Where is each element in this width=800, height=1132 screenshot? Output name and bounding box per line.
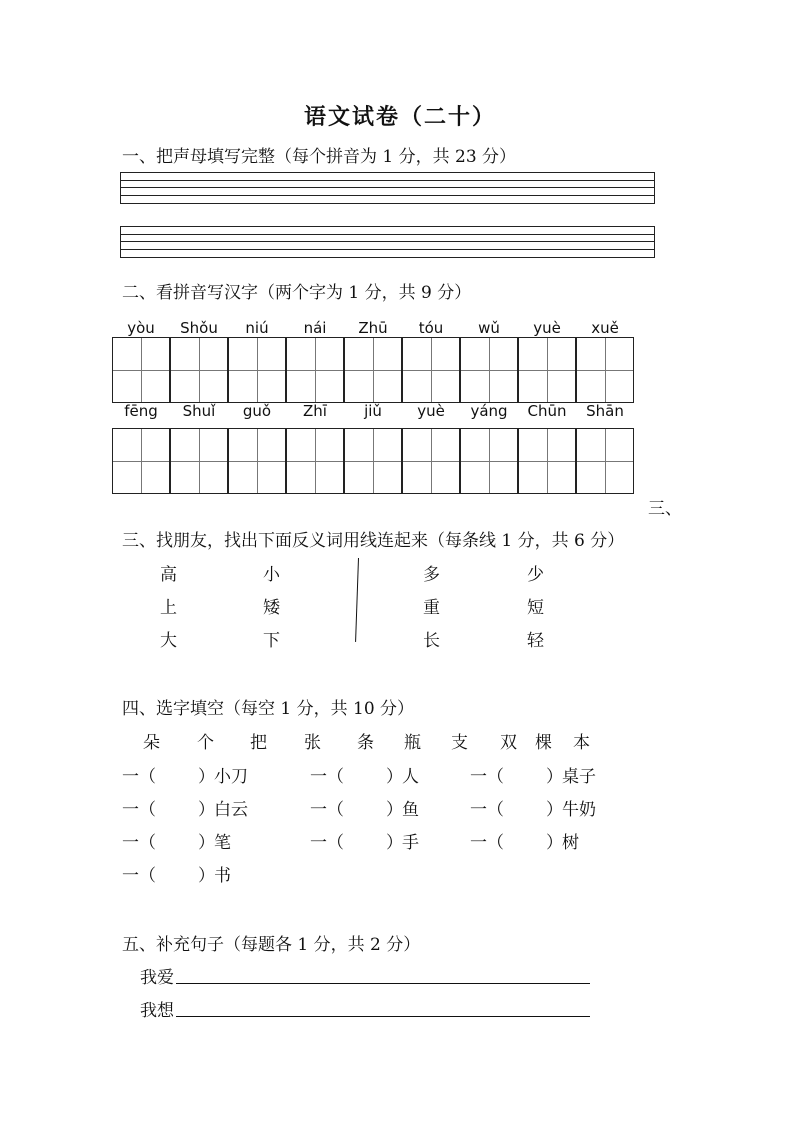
blank-close: ） (546, 833, 563, 853)
blank-object: 手 (402, 833, 419, 853)
word-right: 轻 (527, 631, 544, 651)
writing-staff-2[interactable] (120, 226, 655, 258)
word-left: 下 (263, 631, 280, 651)
section5-heading: 五、补充句子（每题各 1 分，共 2 分） (122, 935, 421, 955)
writing-staff-1[interactable] (120, 172, 655, 204)
pinyin-label: wǔ (478, 319, 500, 337)
word-right: 少 (527, 565, 544, 585)
section1-heading: 一、把声母填写完整（每个拼音为 1 分，共 23 分） (122, 147, 517, 167)
choice-char: 张 (304, 733, 321, 753)
blank-open: 一（ (122, 866, 156, 886)
blank-close: ） (198, 767, 215, 787)
section3-heading: 三、找朋友，找出下面反义词用线连起来（每条线 1 分，共 6 分） (122, 531, 625, 551)
pinyin-label: Zhī (303, 402, 327, 420)
word-right: 重 (423, 598, 440, 618)
blank-object: 鱼 (402, 800, 419, 820)
fill-blank[interactable] (160, 795, 194, 817)
writing-cell[interactable] (402, 337, 460, 403)
blank-close: ） (546, 767, 563, 787)
choice-char: 瓶 (404, 733, 421, 753)
choice-char: 条 (357, 733, 374, 753)
page-title: 语文试卷（二十） (303, 104, 496, 130)
stray-section-number: 三、 (648, 499, 682, 519)
pinyin-label: Zhū (358, 319, 388, 337)
choice-char: 支 (451, 733, 468, 753)
fill-blank[interactable] (508, 762, 542, 784)
choice-char: 个 (197, 733, 214, 753)
writing-cell[interactable] (112, 428, 170, 494)
blank-close: ） (198, 833, 215, 853)
writing-cell[interactable] (402, 428, 460, 494)
sentence-prompt: 我想 (140, 1001, 174, 1021)
word-right: 短 (527, 598, 544, 618)
writing-cell[interactable] (460, 337, 518, 403)
divider-line (355, 558, 359, 642)
pinyin-row-2 (112, 402, 636, 424)
word-left: 高 (160, 565, 177, 585)
fill-blank[interactable] (160, 861, 194, 883)
blank-open: 一（ (122, 800, 156, 820)
blank-object: 书 (214, 866, 231, 886)
blank-close: ） (386, 833, 403, 853)
fill-blank[interactable] (508, 795, 542, 817)
tianzige-row-1 (112, 337, 636, 403)
pinyin-label: yòu (127, 319, 155, 337)
fill-blank[interactable] (348, 828, 382, 850)
fill-blank[interactable] (348, 795, 382, 817)
tianzige-row-2 (112, 428, 636, 494)
blank-close: ） (386, 767, 403, 787)
choice-char: 棵 (535, 733, 552, 753)
pinyin-label: tóu (418, 319, 444, 337)
choice-char: 朵 (143, 733, 160, 753)
writing-cell[interactable] (170, 337, 228, 403)
blank-object: 小刀 (214, 767, 248, 787)
word-left: 大 (160, 631, 177, 651)
blank-open: 一（ (310, 833, 344, 853)
pinyin-label: yuè (417, 402, 445, 420)
blank-close: ） (546, 800, 563, 820)
writing-cell[interactable] (576, 428, 634, 494)
writing-cell[interactable] (576, 337, 634, 403)
section2-heading: 二、看拼音写汉字（两个字为 1 分，共 9 分） (122, 283, 472, 303)
word-left: 矮 (263, 598, 280, 618)
writing-cell[interactable] (286, 337, 344, 403)
writing-cell[interactable] (112, 337, 170, 403)
blank-open: 一（ (470, 833, 504, 853)
choice-char: 双 (500, 733, 517, 753)
writing-cell[interactable] (170, 428, 228, 494)
choice-char: 把 (250, 733, 267, 753)
blank-object: 树 (562, 833, 579, 853)
blank-object: 牛奶 (562, 800, 596, 820)
choice-char: 本 (573, 733, 590, 753)
pinyin-label: jiǔ (364, 402, 382, 420)
blank-open: 一（ (310, 800, 344, 820)
writing-cell[interactable] (518, 337, 576, 403)
blank-open: 一（ (470, 800, 504, 820)
word-right: 长 (423, 631, 440, 651)
blank-close: ） (198, 800, 215, 820)
answer-line-1[interactable] (176, 960, 590, 984)
blank-open: 一（ (310, 767, 344, 787)
section4-heading: 四、选字填空（每空 1 分，共 10 分） (122, 699, 415, 719)
answer-line-2[interactable] (176, 993, 590, 1017)
blank-close: ） (386, 800, 403, 820)
pinyin-label: Chūn (527, 402, 567, 420)
writing-cell[interactable] (228, 337, 286, 403)
pinyin-label: xuě (591, 319, 619, 337)
word-left: 上 (160, 598, 177, 618)
fill-blank[interactable] (160, 762, 194, 784)
blank-open: 一（ (470, 767, 504, 787)
pinyin-label: yuè (533, 319, 561, 337)
blank-open: 一（ (122, 767, 156, 787)
pinyin-label: nái (303, 319, 327, 337)
sentence-prompt: 我爱 (140, 968, 174, 988)
writing-cell[interactable] (286, 428, 344, 494)
blank-object: 白云 (214, 800, 248, 820)
blank-object: 笔 (214, 833, 231, 853)
pinyin-label: Shuǐ (182, 402, 216, 420)
pinyin-label: Shān (586, 402, 624, 420)
pinyin-label: guǒ (242, 402, 272, 420)
blank-object: 人 (402, 767, 419, 787)
blank-close: ） (198, 866, 215, 886)
writing-cell[interactable] (344, 428, 402, 494)
word-left: 小 (263, 565, 280, 585)
pinyin-label: niú (245, 319, 269, 337)
pinyin-label: fēng (124, 402, 158, 420)
pinyin-label: yáng (470, 402, 508, 420)
writing-cell[interactable] (228, 428, 286, 494)
fill-blank[interactable] (508, 828, 542, 850)
word-right: 多 (423, 565, 440, 585)
writing-cell[interactable] (460, 428, 518, 494)
blank-object: 桌子 (562, 767, 596, 787)
writing-cell[interactable] (344, 337, 402, 403)
blank-open: 一（ (122, 833, 156, 853)
writing-cell[interactable] (518, 428, 576, 494)
fill-blank[interactable] (348, 762, 382, 784)
pinyin-label: Shǒu (180, 319, 218, 337)
fill-blank[interactable] (160, 828, 194, 850)
